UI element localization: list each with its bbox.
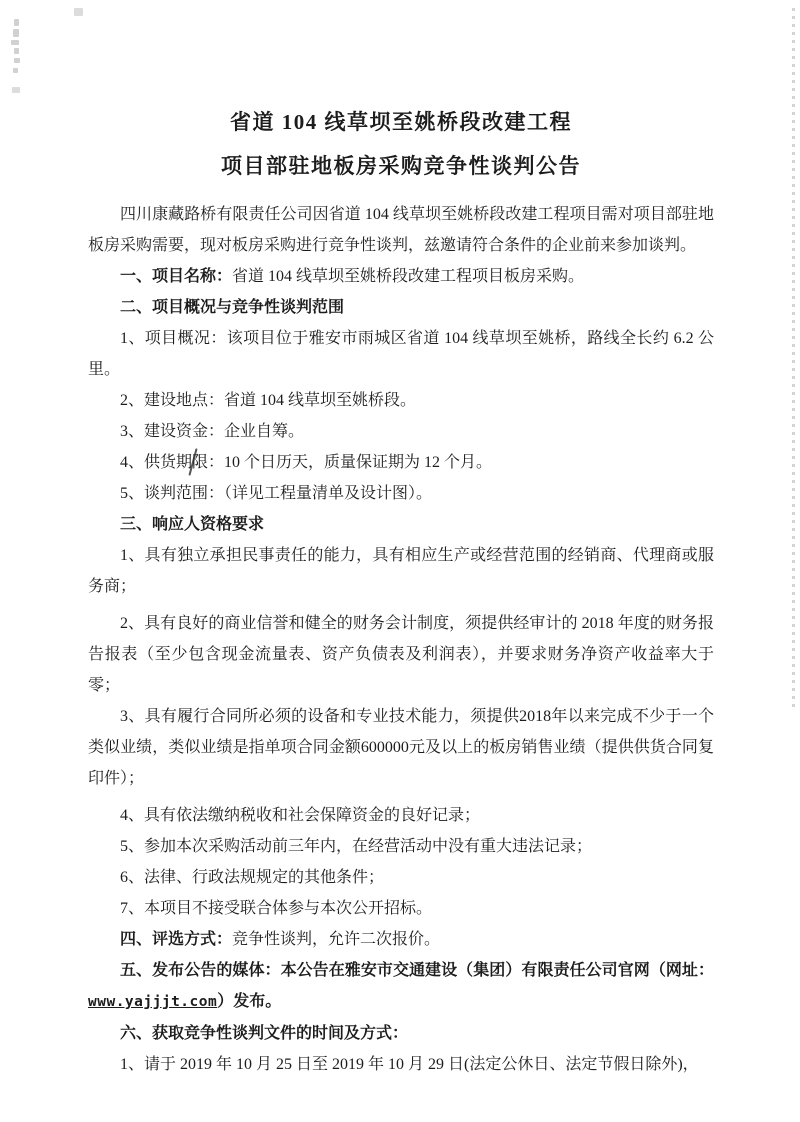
intro-paragraph: 四川康藏路桥有限责任公司因省道 104 线草坝至姚桥段改建工程项目需对项目部驻地板房采购需要，现对板房采购进行竞争性谈判，兹邀请符合条件的企业前来参加谈判。 (88, 206, 714, 254)
list-item-construction-site: 2、建设地点：省道 104 线草坝至姚桥段。 (120, 392, 417, 409)
scan-noise-mark (14, 58, 20, 63)
section-5-label: 五、发布公告的媒体： (120, 962, 281, 979)
website-url: www.yajjjt.com (88, 994, 218, 1010)
list-item-negotiation-scope: 5、谈判范围：（详见工程量清单及设计图）。 (120, 485, 433, 502)
scan-noise-mark (13, 68, 18, 73)
scan-noise-mark (14, 19, 19, 26)
scan-noise-mark (74, 8, 83, 16)
section-4-label: 四、评选方式： (120, 931, 233, 948)
section-5-text: 本公告在雅安市交通建设（集团）有限责任公司官网（网址： (280, 962, 714, 979)
list-item-qualification-3: 3、具有履行合同所必须的设备和专业技术能力，须提供2018年以来完成不少于一个类似业绩，类似业绩是指单项合同金额600000元及以上的板房销售业绩（提供供货合同复印件）； (88, 708, 714, 787)
list-item-project-overview: 1、项目概况：该项目位于雅安市雨城区省道 104 线草坝至姚桥，路线全长约 6.2 公里。 (88, 330, 714, 378)
scan-noise-right-edge (792, 8, 795, 708)
section-2-heading: 二、项目概况与竞争性谈判范围 (120, 299, 345, 316)
list-item-document-obtain-time: 1、请于 2019 年 10 月 25 日至 2019 年 10 月 29 日(法定公休日、法定节假日除外)， (120, 1056, 699, 1073)
scan-noise-mark (11, 40, 19, 45)
scan-noise-mark (14, 48, 19, 54)
section-5-text-tail: ）发布。 (217, 993, 282, 1010)
list-item-qualification-6: 6、法律、行政法规规定的其他条件； (120, 869, 385, 886)
list-item-qualification-7: 7、本项目不接受联合体参与本次公开招标。 (120, 900, 433, 917)
section-5-announcement-media (88, 955, 714, 1018)
scan-noise-mark (12, 87, 20, 93)
document-title-line-1: 省道 104 线草坝至姚桥段改建工程 (230, 110, 572, 134)
section-4-selection-method (88, 924, 714, 955)
section-1-text: 省道 104 线草坝至姚桥段改建工程项目板房采购。 (232, 268, 585, 285)
section-1-project-name (88, 261, 714, 292)
list-item-qualification-2: 2、具有良好的商业信誉和健全的财务会计制度，须提供经审计的 2018 年度的财务报告报表（至少包含现金流量表、资产负债表及利润表），并要求财务净资产收益率大于零； (88, 615, 714, 694)
list-item-qualification-5: 5、参加本次采购活动前三年内，在经营活动中没有重大违法记录； (120, 838, 593, 855)
document-title-line-2: 项目部驻地板房采购竞争性谈判公告 (221, 154, 581, 178)
section-1-label: 一、项目名称： (120, 268, 233, 285)
document-content (88, 108, 714, 1080)
section-3-heading: 三、响应人资格要求 (120, 516, 265, 533)
list-item-qualification-1: 1、具有独立承担民事责任的能力，具有相应生产或经营范围的经销商、代理商或服务商； (88, 547, 714, 595)
list-item-construction-funds: 3、建设资金：企业自筹。 (120, 423, 305, 440)
section-6-heading: 六、获取竞争性谈判文件的时间及方式： (120, 1025, 409, 1042)
section-4-text: 竞争性谈判，允许二次报价。 (232, 931, 441, 948)
list-item-qualification-4: 4、具有依法缴纳税收和社会保障资金的良好记录； (120, 807, 481, 824)
scan-noise-mark (13, 29, 19, 37)
list-item-supply-period: 4、供货期限：10 个日历天，质量保证期为 12 个月。 (120, 454, 493, 471)
